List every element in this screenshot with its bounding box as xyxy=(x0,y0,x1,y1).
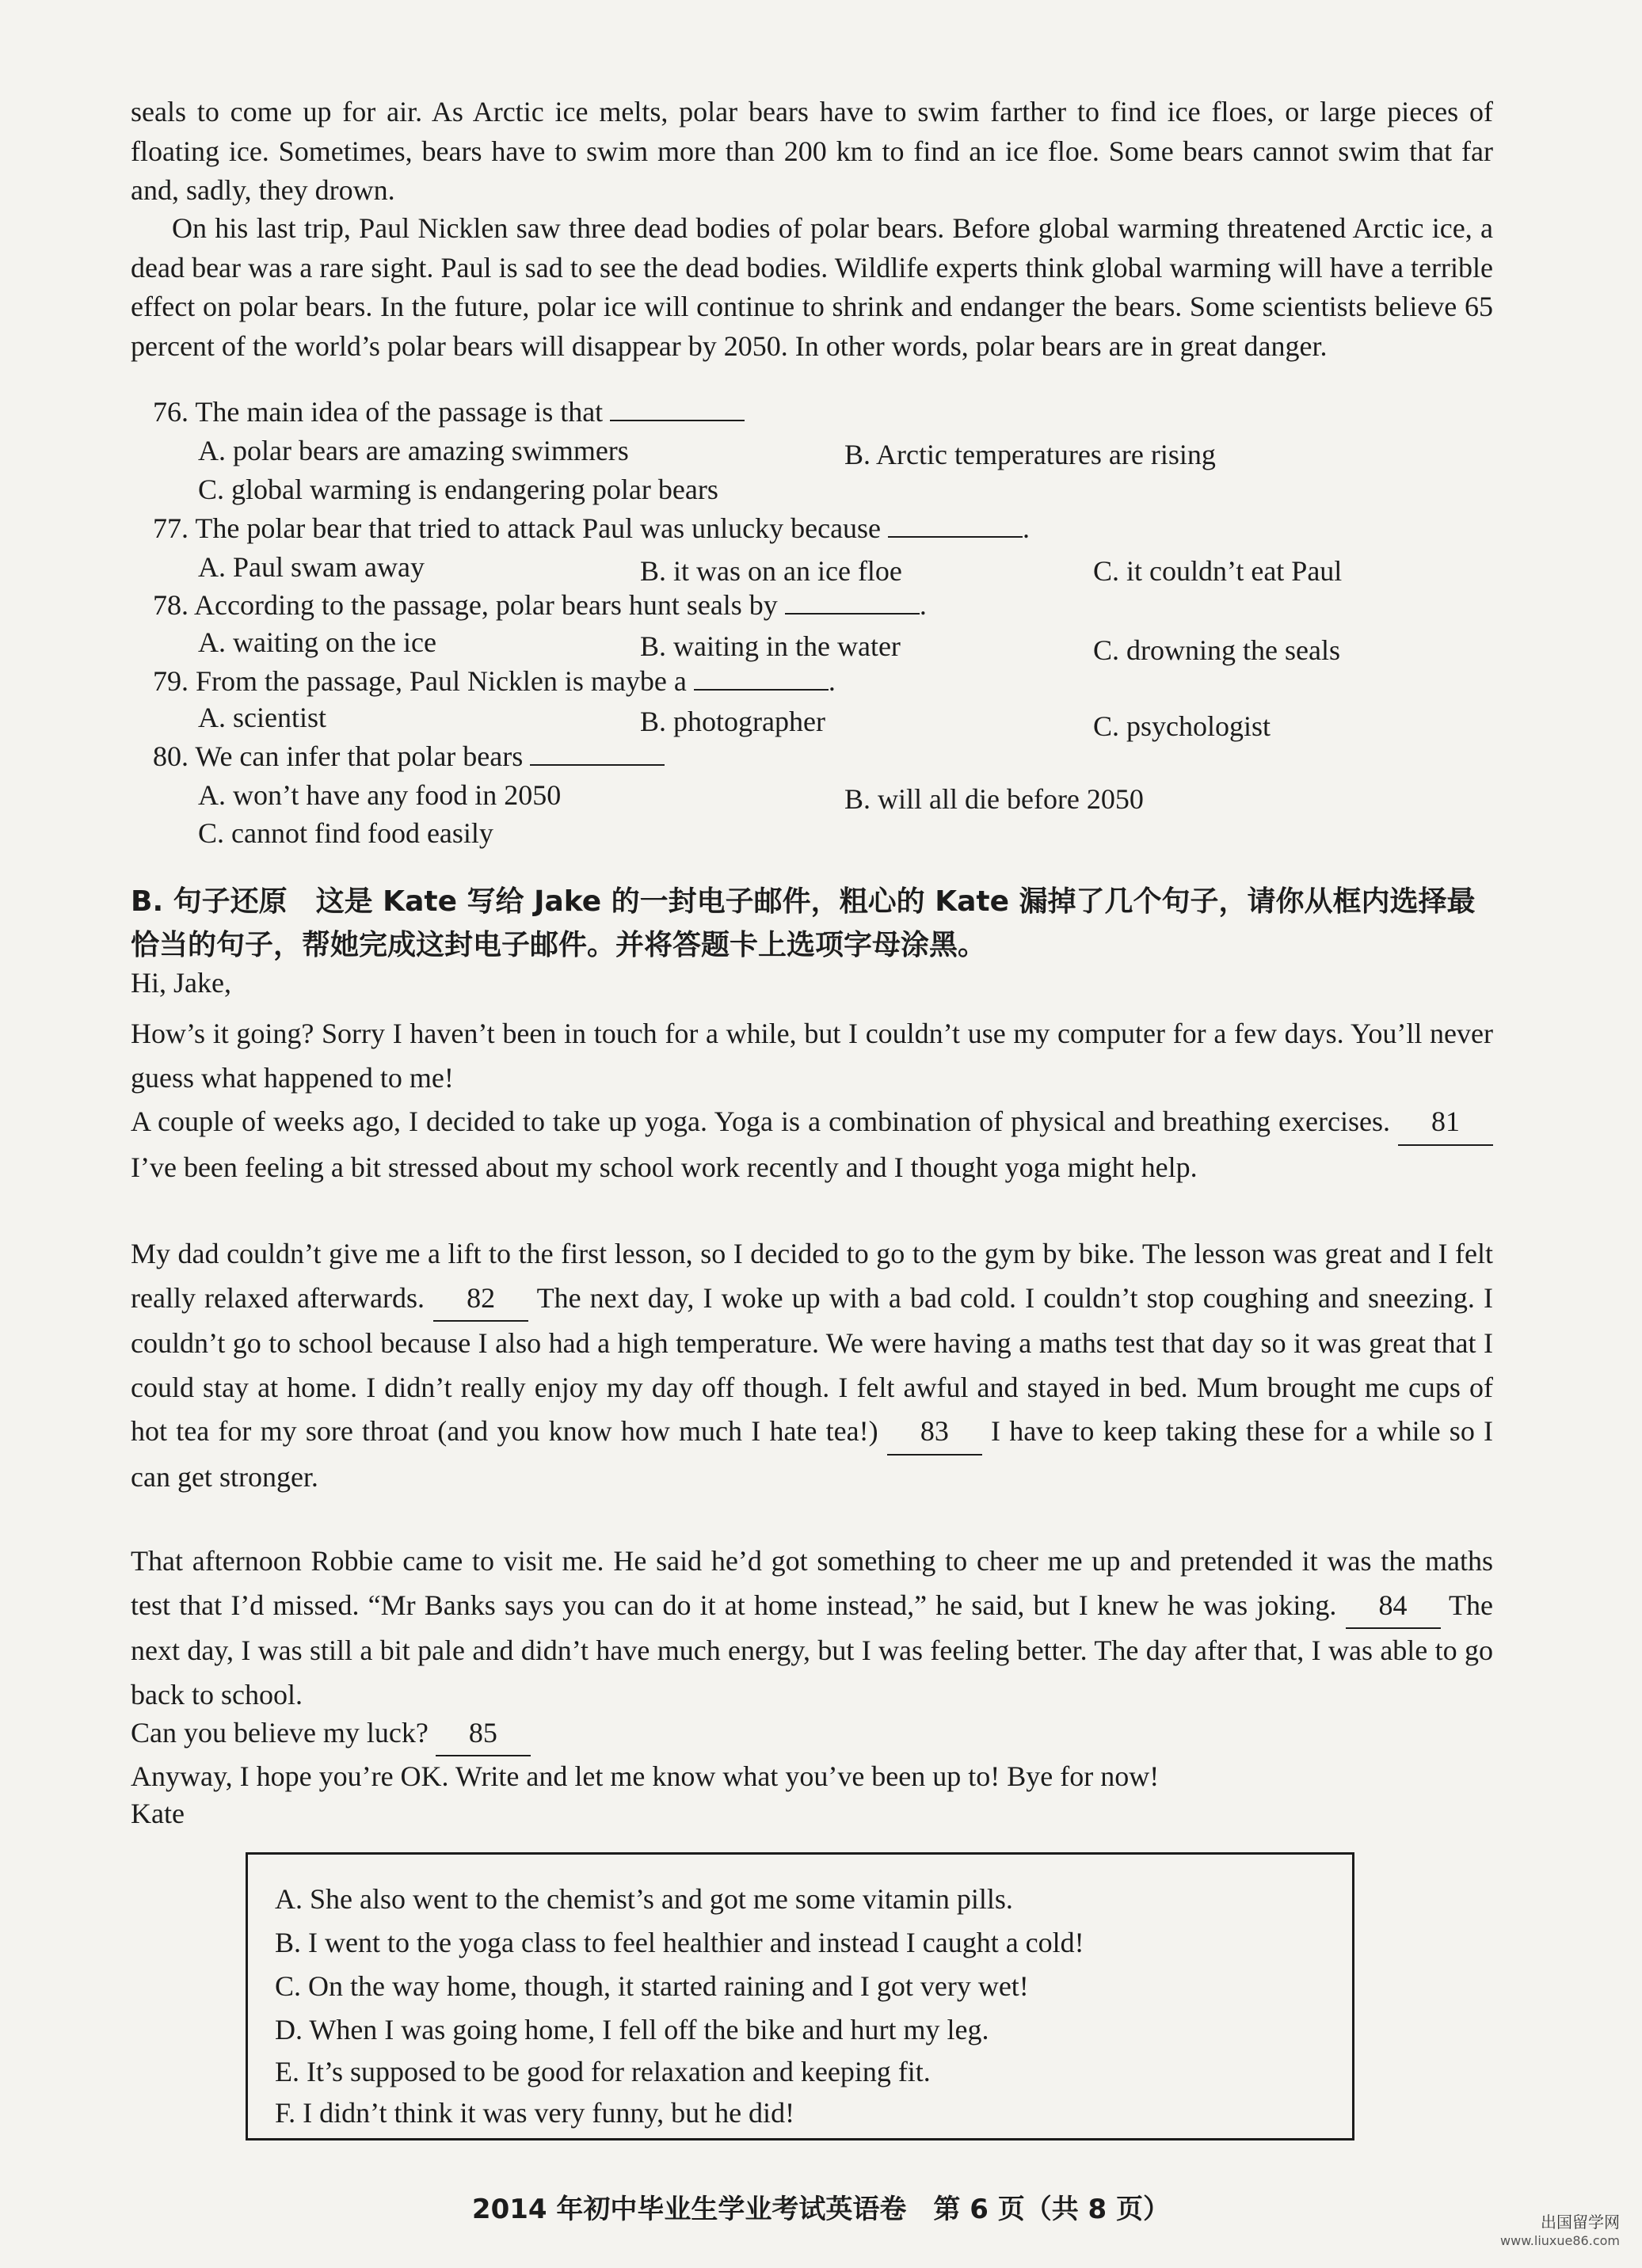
option-76-c: C. global warming is endangering polar bears xyxy=(198,474,718,505)
passage-paragraph-1: seals to come up for air. As Arctic ice melts, polar bears have to swim farther to find ice floes, or large pieces of floating ice. Sometimes, bears have to swim more than 200 km to find an ice floe. Some bears cannot swim that far and, sadly, they drown. xyxy=(131,96,1493,206)
answer-blank xyxy=(530,740,665,766)
option-78-c: C. drowning the seals xyxy=(1093,634,1340,666)
option-76-a: A. polar bears are amazing swimmers xyxy=(198,435,629,466)
option-80-c: C. cannot find food easily xyxy=(198,817,493,849)
watermark xyxy=(1500,2213,1620,2251)
section-b-heading: B. 句子还原 这是 Kate 写给 Jake 的一封电子邮件，粗心的 Kate 漏掉了几个句子，请你从框内选择最恰当的句子，帮她完成这封电子邮件。并将答题卡上选项字母涂黑。 xyxy=(131,885,1476,961)
watermark-url: www.liuxue86.com xyxy=(1500,2233,1620,2248)
question-end-mark: . xyxy=(828,665,836,697)
email-greeting: Hi, Jake, xyxy=(131,967,231,999)
option-77-c: C. it couldn’t eat Paul xyxy=(1093,555,1343,587)
passage-paragraph-2-text: On his last trip, Paul Nicklen saw three dead bodies of polar bears. Before global warming threatened Arctic ice, a dead bear was a rare sight. Paul is sad to see the dead bodies. Wildlife experts think global warming will have a terrible effect on polar bears. In the future, polar ice will continue to shrink and endanger the bears. Some scientists believe 65 percent of the world’s polar bears will disappear by 2050. In other words, polar bears are in great danger. xyxy=(131,212,1493,362)
choice-b: B. I went to the yoga class to feel healthier and instead I caught a cold! xyxy=(275,1927,1084,1958)
blank-81: 81 xyxy=(1398,1100,1493,1146)
question-79 xyxy=(153,662,836,701)
blank-85: 85 xyxy=(436,1711,531,1756)
blank-83: 83 xyxy=(887,1410,982,1456)
choice-a: A. She also went to the chemist’s and got me some vitamin pills. xyxy=(275,1883,1013,1915)
email-text: Can you believe my luck? xyxy=(131,1717,429,1749)
page-footer: 2014 年初中毕业生学业考试英语卷 第 6 页（共 8 页） xyxy=(471,2194,1171,2225)
question-stem: The polar bear that tried to attack Paul was unlucky because xyxy=(195,512,882,544)
option-77-a: A. Paul swam away xyxy=(198,551,425,583)
email-paragraph-4 xyxy=(131,1539,1493,1717)
option-79-a: A. scientist xyxy=(198,702,326,733)
question-80 xyxy=(153,737,665,776)
question-number: 77. xyxy=(153,512,189,544)
option-80-b: B. will all die before 2050 xyxy=(844,783,1144,815)
email-text: A couple of weeks ago, I decided to take up yoga. Yoga is a combination of physical and breathing exercises. xyxy=(131,1105,1390,1137)
answer-blank xyxy=(694,665,829,691)
email-text: The next day, I was still a bit pale and didn’t have much energy, but I was feeling better. The day after that, I was able to go back to school. xyxy=(131,1589,1494,1711)
question-number: 78. xyxy=(153,589,189,621)
question-end-mark: . xyxy=(919,589,927,621)
email-text: I have to keep taking these for a while so I can get stronger. xyxy=(131,1415,1494,1493)
question-stem: According to the passage, polar bears hunt seals by xyxy=(194,589,778,621)
sentence-choices-box xyxy=(246,1852,1354,2141)
question-78 xyxy=(153,586,927,625)
email-text: The next day, I woke up with a bad cold. I couldn’t stop coughing and sneezing. I couldn’t go to school because I also had a high temperature. We were having a maths test that day so it was great that I could stay at home. I didn’t really enjoy my day off though. I felt awful and stayed in bed. Mum brought me cups of hot tea for my sore throat (and you know how much I hate tea!) xyxy=(131,1281,1493,1447)
blank-82: 82 xyxy=(433,1277,528,1322)
question-stem: We can infer that polar bears xyxy=(195,740,524,772)
option-78-a: A. waiting on the ice xyxy=(198,626,436,658)
choice-f: F. I didn’t think it was very funny, but he did! xyxy=(275,2097,795,2129)
answer-blank xyxy=(785,589,920,615)
option-77-b: B. it was on an ice floe xyxy=(640,555,902,587)
question-end-mark: . xyxy=(1023,512,1031,544)
email-paragraph-3 xyxy=(131,1232,1493,1499)
question-stem: From the passage, Paul Nicklen is maybe a xyxy=(196,665,687,697)
email-text: I’ve been feeling a bit stressed about my school work recently and I thought yoga might help. xyxy=(131,1151,1198,1183)
blank-84: 84 xyxy=(1346,1584,1441,1630)
email-text: That afternoon Robbie came to visit me. He said he’d got something to cheer me up and pretended it was the maths test that I’d missed. “Mr Banks says you can do it at home instead,” he said, but I knew he was joking. xyxy=(131,1545,1493,1621)
choice-c: C. On the way home, though, it started raining and I got very wet! xyxy=(275,1970,1029,2002)
passage-paragraph-2 xyxy=(131,209,1493,366)
option-78-b: B. waiting in the water xyxy=(640,630,901,662)
email-paragraph-2 xyxy=(131,1100,1493,1189)
question-stem: The main idea of the passage is that xyxy=(195,396,604,428)
email-signoff: Kate xyxy=(131,1798,185,1829)
choice-e: E. It’s supposed to be good for relaxation and keeping fit. xyxy=(275,2056,931,2087)
watermark-name: 出国留学网 xyxy=(1541,2213,1620,2232)
question-number: 76. xyxy=(153,396,189,428)
question-76 xyxy=(153,393,745,432)
option-79-b: B. photographer xyxy=(640,706,825,737)
option-80-a: A. won’t have any food in 2050 xyxy=(198,779,562,811)
email-text: My dad couldn’t give me a lift to the first lesson, so I decided to go to the gym by bike. The lesson was great and I felt really relaxed afterwards. xyxy=(131,1238,1493,1314)
option-76-b: B. Arctic temperatures are rising xyxy=(844,439,1216,470)
question-number: 80. xyxy=(153,740,189,772)
question-77 xyxy=(153,509,1030,548)
choice-d: D. When I was going home, I fell off the bike and hurt my leg. xyxy=(275,2014,989,2045)
answer-blank xyxy=(888,512,1023,538)
question-number: 79. xyxy=(153,665,189,697)
answer-blank xyxy=(610,396,745,421)
option-79-c: C. psychologist xyxy=(1093,710,1271,742)
email-paragraph-6: Anyway, I hope you’re OK. Write and let me know what you’ve been up to! Bye for now! xyxy=(131,1760,1160,1792)
email-paragraph-1: How’s it going? Sorry I haven’t been in touch for a while, but I couldn’t use my computer for a few days. You’ll never guess what happened to me! xyxy=(131,1018,1493,1094)
email-paragraph-5 xyxy=(131,1711,531,1756)
